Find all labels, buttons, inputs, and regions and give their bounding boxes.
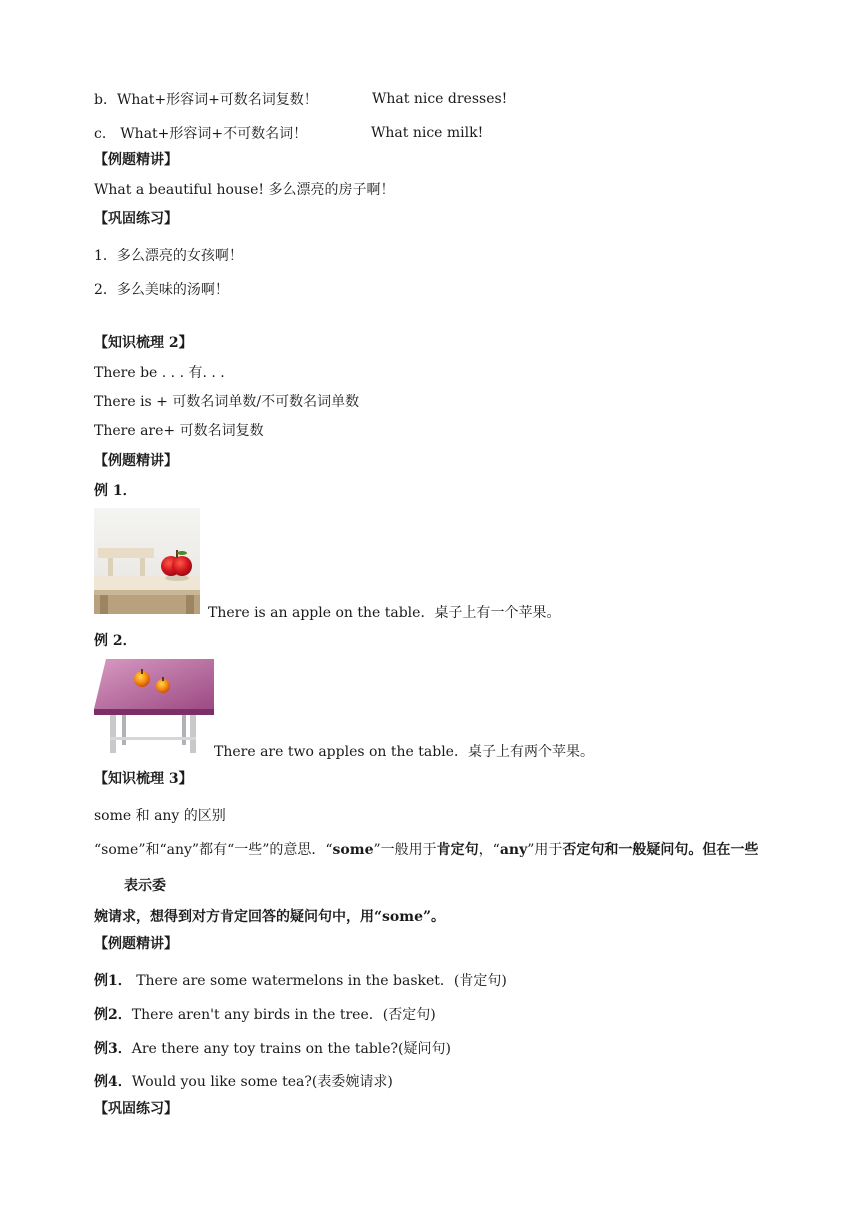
pink-table-illustration xyxy=(94,657,214,754)
practice-item: 1．多么漂亮的女孩啊！ xyxy=(94,248,243,264)
example-item xyxy=(94,1006,436,1024)
practice-item: 2．多么美味的汤啊！ xyxy=(94,282,229,298)
section-heading: 【巩固练习】 xyxy=(94,211,178,227)
keyword: 否定句和一般疑问句。但在一些 xyxy=(562,842,759,858)
example-item xyxy=(94,1040,451,1058)
example-text: Would you like some tea?(表委婉请求) xyxy=(131,1074,393,1090)
rule-b-example: What nice dresses! xyxy=(372,91,508,107)
rule-c: c． What+形容词+不可数名词！ xyxy=(94,126,308,142)
example-item xyxy=(94,1073,393,1091)
rule-c-example: What nice milk! xyxy=(371,125,484,141)
keyword: 肯定句 xyxy=(436,842,479,858)
section-heading: 【例题精讲】 xyxy=(94,152,178,168)
text: ”用于 xyxy=(527,842,563,858)
keyword-some: some xyxy=(332,842,374,858)
text: ，“ xyxy=(478,842,500,858)
rule-b: b．What+形容词+可数名词复数！ xyxy=(94,92,318,108)
text: ”一般用于 xyxy=(373,842,437,858)
example-label: 例3． xyxy=(94,1041,132,1057)
example-label: 例 2． xyxy=(94,633,137,649)
apple-table-illustration xyxy=(94,508,200,614)
example-sentence: What a beautiful house! 多么漂亮的房子啊！ xyxy=(94,182,395,198)
two-apples-table-image xyxy=(94,657,214,754)
grammar-rule: There be . . . 有. . . xyxy=(94,365,225,381)
example-item xyxy=(94,972,507,990)
explanation-line xyxy=(94,841,758,859)
example-label: 例4． xyxy=(94,1074,132,1090)
topic-title: some 和 any 的区别 xyxy=(94,808,226,824)
section-heading: 【巩固练习】 xyxy=(94,1101,178,1117)
example-sentence: There is an apple on the table．桌子上有一个苹果。 xyxy=(208,605,561,621)
section-heading: 【知识梳理 3】 xyxy=(94,771,193,787)
example-label: 例 1． xyxy=(94,483,137,499)
explanation-line: 表示委 xyxy=(124,878,166,894)
example-label: 例1． xyxy=(94,973,132,989)
section-heading: 【例题精讲】 xyxy=(94,453,178,469)
apple-on-table-image xyxy=(94,508,200,614)
grammar-rule: There is + 可数名词单数/不可数名词单数 xyxy=(94,394,360,410)
example-text: There are some watermelons in the basket．(肯定句) xyxy=(131,973,507,989)
keyword-any: any xyxy=(499,842,528,858)
example-text: Are there any toy trains on the table?(疑问句) xyxy=(131,1041,451,1057)
grammar-rule: There are+ 可数名词复数 xyxy=(94,423,264,439)
section-heading: 【例题精讲】 xyxy=(94,936,178,952)
example-sentence: There are two apples on the table．桌子上有两个苹果。 xyxy=(214,744,594,760)
example-label: 例2． xyxy=(94,1007,132,1023)
section-heading: 【知识梳理 2】 xyxy=(94,335,193,351)
text: “some”和“any”都有“一些”的意思．“ xyxy=(94,842,333,858)
example-text: There aren't any birds in the tree．(否定句) xyxy=(131,1007,436,1023)
explanation-line: 婉请求，想得到对方肯定回答的疑问句中，用“some”。 xyxy=(94,909,446,925)
